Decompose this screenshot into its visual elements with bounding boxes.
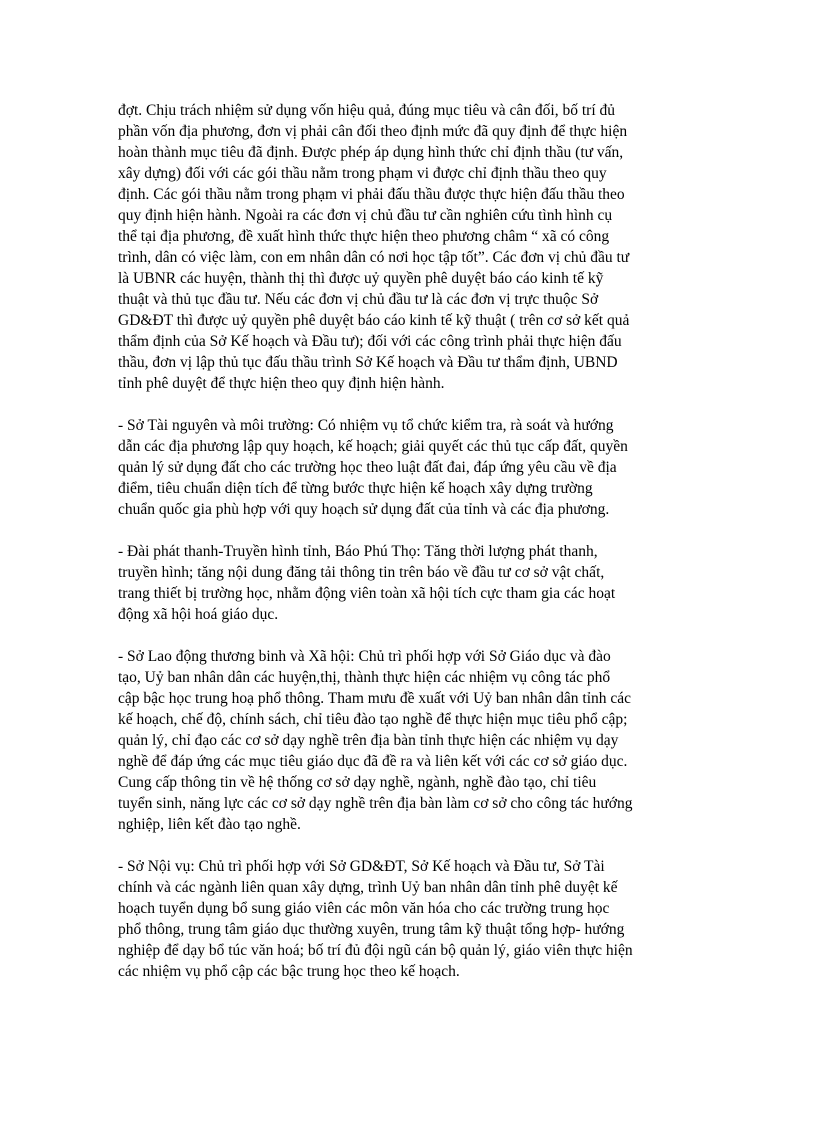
text-line: hoàn thành mục tiêu đã định. Được phép áp dụng hình thức chỉ định thầu (tư vấn, (118, 144, 624, 161)
text-line: dẫn các địa phương lập quy hoạch, kế hoạch; giải quyết các thủ tục cấp đất, quyền (118, 438, 628, 455)
text-line: nghiệp, liên kết đào tạo nghề. (118, 816, 301, 833)
text-line: các nhiệm vụ phổ cập các bậc trung học theo kế hoạch. (118, 963, 460, 980)
paragraph (118, 646, 700, 835)
text-line: Cung cấp thông tin về hệ thống cơ sở dạy nghề, ngành, nghề đào tạo, chỉ tiêu (118, 774, 597, 791)
text-line: cập bậc học trung hoạ phổ thông. Tham mưu đề xuất với Uỷ ban nhân dân tỉnh các (118, 690, 632, 707)
text-line: hoạch tuyển dụng bổ sung giáo viên các môn văn hóa cho các trường trung học (118, 900, 610, 917)
text-line: thẩm định của Sở Kế hoạch và Đầu tư); đối với các công trình phải thực hiện đấu (118, 333, 622, 350)
text-line: tỉnh phê duyệt để thực hiện theo quy định hiện hành. (118, 375, 445, 392)
text-line: xây dựng) đối với các gói thầu nằm trong phạm vi được chỉ định thầu theo quy (118, 165, 607, 182)
text-line: trang thiết bị trường học, nhằm động viên toàn xã hội tích cực tham gia các hoạt (118, 585, 616, 602)
text-line: phổ thông, trung tâm giáo dục thường xuyên, trung tâm kỹ thuật tổng hợp- hướng (118, 921, 625, 938)
document-body (118, 100, 700, 1003)
text-line: - Sở Nội vụ: Chủ trì phối hợp với Sở GD&ĐT, Sở Kế hoạch và Đầu tư, Sở Tài (118, 858, 605, 875)
text-line: thuật và thủ tục đầu tư. Nếu các đơn vị chủ đầu tư là các đơn vị trực thuộc Sở (118, 291, 599, 308)
text-line: tuyển sinh, năng lực các cơ sở dạy nghề trên địa bàn làm cơ sở cho công tác hướng (118, 795, 633, 812)
text-line: truyền hình; tăng nội dung đăng tải thông tin trên báo về đầu tư cơ sở vật chất, (118, 564, 605, 581)
text-line: - Sở Lao động thương binh và Xã hội: Chủ trì phối hợp với Sở Giáo dục và đào (118, 648, 611, 665)
text-line: phần vốn địa phương, đơn vị phải cân đối theo định mức đã quy định để thực hiện (118, 123, 628, 140)
text-line: động xã hội hoá giáo dục. (118, 606, 279, 623)
text-line: GD&ĐT thì được uỷ quyền phê duyệt báo cáo kinh tế kỹ thuật ( trên cơ sở kết quả (118, 312, 630, 329)
text-line: đợt. Chịu trách nhiệm sử dụng vốn hiệu quả, đúng mục tiêu và cân đối, bố trí đủ (118, 102, 616, 119)
text-line: - Sở Tài nguyên và môi trường: Có nhiệm vụ tổ chức kiểm tra, rà soát và hướng (118, 417, 614, 434)
text-line: - Đài phát thanh-Truyền hình tỉnh, Báo Phú Thọ: Tăng thời lượng phát thanh, (118, 543, 598, 560)
text-line: trình, dân có việc làm, con em nhân dân có nơi học tập tốt”. Các đơn vị chủ đầu tư (118, 249, 630, 266)
text-line: thể tại địa phương, đề xuất hình thức thực hiện theo phương châm “ xã có công (118, 228, 610, 245)
text-line: quản lý sử dụng đất cho các trường học theo luật đất đai, đáp ứng yêu cầu về địa (118, 459, 617, 476)
text-line: kế hoạch, chế độ, chính sách, chỉ tiêu đào tạo nghề để thực hiện mục tiêu phổ cập; (118, 711, 628, 728)
text-line: nghề để đáp ứng các mục tiêu giáo dục đã đề ra và liên kết với các cơ sở giáo dục. (118, 753, 628, 770)
text-line: quản lý, chỉ đạo các cơ sở dạy nghề trên địa bàn tỉnh thực hiện các nhiệm vụ dạy (118, 732, 619, 749)
text-line: nghiệp để dạy bổ túc văn hoá; bố trí đủ đội ngũ cán bộ quản lý, giáo viên thực hiện (118, 942, 633, 959)
paragraph (118, 415, 700, 520)
paragraph (118, 856, 700, 982)
paragraph (118, 100, 700, 394)
text-line: tạo, Uỷ ban nhân dân các huyện,thị, thành thực hiện các nhiệm vụ công tác phổ (118, 669, 611, 686)
text-line: là UBNR các huyện, thành thị thì được uỷ quyền phê duyệt báo cáo kinh tế kỹ (118, 270, 604, 287)
text-line: thầu, đơn vị lập thủ tục đấu thầu trình Sở Kế hoạch và Đầu tư thẩm định, UBND (118, 354, 618, 371)
paragraph (118, 541, 700, 625)
text-line: chính và các ngành liên quan xây dựng, trình Uỷ ban nhân dân tỉnh phê duyệt kế (118, 879, 618, 896)
text-line: chuẩn quốc gia phù hợp với quy hoạch sử dụng đất của tỉnh và các địa phương. (118, 501, 610, 518)
text-line: quy định hiện hành. Ngoài ra các đơn vị chủ đầu tư cần nghiên cứu tình hình cụ (118, 207, 613, 224)
text-line: điểm, tiêu chuẩn diện tích để từng bước thực hiện kế hoạch xây dựng trường (118, 480, 593, 497)
text-line: định. Các gói thầu nằm trong phạm vi phải đấu thầu được thực hiện đấu thầu theo (118, 186, 625, 203)
